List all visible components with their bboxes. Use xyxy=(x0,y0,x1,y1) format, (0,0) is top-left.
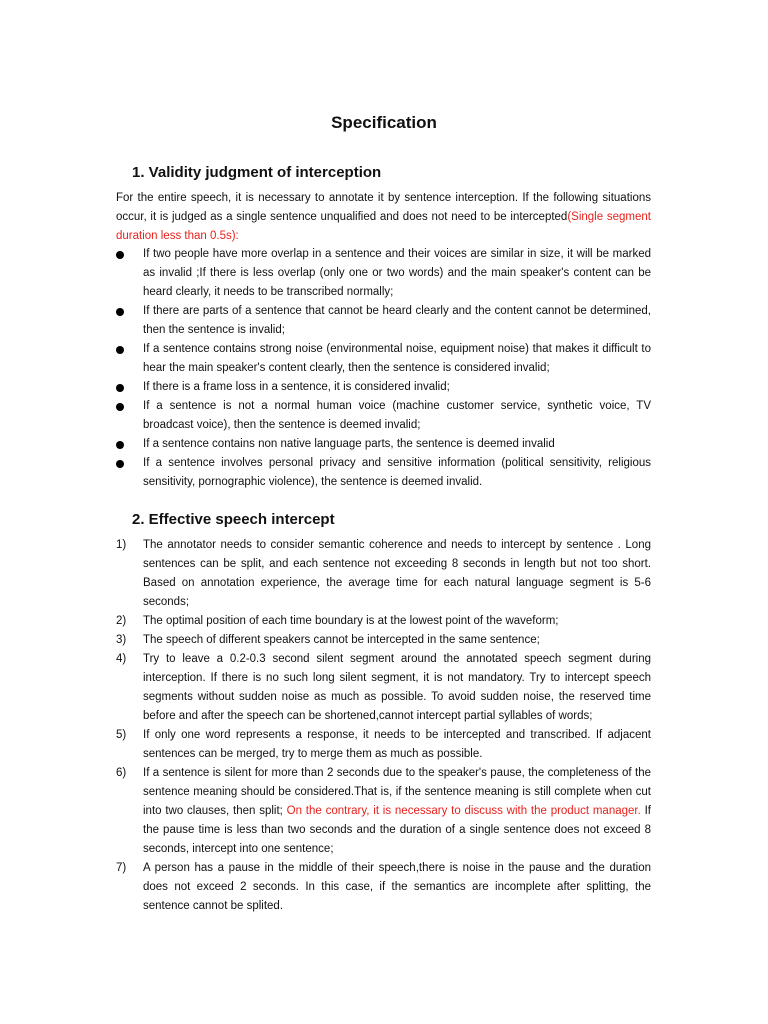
bullet-dot-icon xyxy=(116,403,124,411)
document-title: Specification xyxy=(331,113,437,132)
section-1-heading: 1. Validity judgment of interception xyxy=(132,164,382,181)
item-text-tail: If the pause time is less than two seconds and the duration of a single sentence does not exceed 8 seconds, intercept into one sentence; xyxy=(143,805,651,855)
item-text: The annotator needs to consider semantic coherence and needs to intercept by sentence . Long sentences can be split, and each sentence not exceeding 8 seconds in length but not too short. Based on annotation experience, the average time for each natural language segment is 5-6 seconds; xyxy=(143,539,651,608)
numbered-item xyxy=(116,631,651,650)
numbered-item xyxy=(116,859,651,916)
bullet-dot-icon xyxy=(116,441,124,449)
item-text: If only one word represents a response, it needs to be intercepted and transcribed. If adjacent sentences can be merged, try to merge them as much as possible. xyxy=(143,729,651,760)
item-text: Try to leave a 0.2-0.3 second silent segment around the annotated speech segment during interception. If there is no such long silent segment, it is not mandatory. Try to intercept speech segments without sudden noise as much as possible. To avoid sudden noise, the reserved time before and after the speech can be shortened,cannot intercept partial syllables of words; xyxy=(143,653,651,722)
numbered-item xyxy=(116,650,651,726)
bullet-item xyxy=(116,397,651,435)
bullet-dot-icon xyxy=(116,346,124,354)
section-1-intro-highlight: (Single segment duration less than 0.5s): xyxy=(116,211,651,242)
bullet-text: If a sentence involves personal privacy and sensitive information (political sensitivity, religious sensitivity, pornographic violence), the sentence is deemed invalid. xyxy=(143,457,651,488)
item-number: 7) xyxy=(116,862,127,874)
numbered-item xyxy=(116,536,651,612)
item-number: 5) xyxy=(116,729,127,741)
section-2-heading: 2. Effective speech intercept xyxy=(132,511,335,528)
bullet-text: If a sentence is not a normal human voice (machine customer service, synthetic voice, TV broadcast voice), then the sentence is deemed invalid; xyxy=(143,400,651,431)
bullet-text: If a sentence contains strong noise (environmental noise, equipment noise) that makes it difficult to hear the main speaker's content clearly, then the sentence is considered invalid; xyxy=(143,343,651,374)
bullet-item xyxy=(116,454,651,492)
section-1-intro xyxy=(116,189,651,246)
item-text: A person has a pause in the middle of their speech,there is noise in the pause and the duration does not exceed 2 seconds. In this case, if the semantics are incomplete after splitting, the sentence cannot be splited. xyxy=(143,862,651,912)
bullet-item xyxy=(116,435,651,454)
bullet-dot-icon xyxy=(116,384,124,392)
item-number: 2) xyxy=(116,615,127,627)
section-1-intro-text: For the entire speech, it is necessary to annotate it by sentence interception. If the following situations occur, it is judged as a single sentence unqualified and does not need to be intercepted xyxy=(116,192,651,223)
item-text: The speech of different speakers cannot be intercepted in the same sentence; xyxy=(143,634,540,646)
bullet-dot-icon xyxy=(116,251,124,259)
numbered-item xyxy=(116,764,651,859)
item-number: 3) xyxy=(116,634,127,646)
bullet-item xyxy=(116,378,651,397)
bullet-text: If a sentence contains non native language parts, the sentence is deemed invalid xyxy=(143,438,555,450)
item-number: 4) xyxy=(116,653,127,665)
bullet-item xyxy=(116,302,651,340)
bullet-text: If two people have more overlap in a sentence and their voices are similar in size, it will be marked as invalid ;If there is less overlap (only one or two words) and the main speaker's content can be heard clearly, it needs to be transcribed normally; xyxy=(143,248,651,298)
item-text: If a sentence is silent for more than 2 seconds due to the speaker's pause, the completeness of the sentence meaning should be considered.That is, if the sentence meaning is still complete when cut into two clauses, then split; xyxy=(143,767,651,817)
bullet-item xyxy=(116,245,651,302)
numbered-item xyxy=(116,726,651,764)
item-number: 1) xyxy=(116,539,127,551)
bullet-dot-icon xyxy=(116,460,124,468)
numbered-item xyxy=(116,612,651,631)
bullet-dot-icon xyxy=(116,308,124,316)
intercept-numbered-list xyxy=(116,536,651,916)
item-number: 6) xyxy=(116,767,127,779)
bullet-text: If there are parts of a sentence that cannot be heard clearly and the content cannot be determined, then the sentence is invalid; xyxy=(143,305,651,336)
bullet-item xyxy=(116,340,651,378)
validity-bullet-list xyxy=(116,245,651,492)
bullet-text: If there is a frame loss in a sentence, it is considered invalid; xyxy=(143,381,450,393)
item-text: The optimal position of each time boundary is at the lowest point of the waveform; xyxy=(143,615,559,627)
item-highlight: On the contrary, it is necessary to discuss with the product manager. xyxy=(286,805,641,817)
